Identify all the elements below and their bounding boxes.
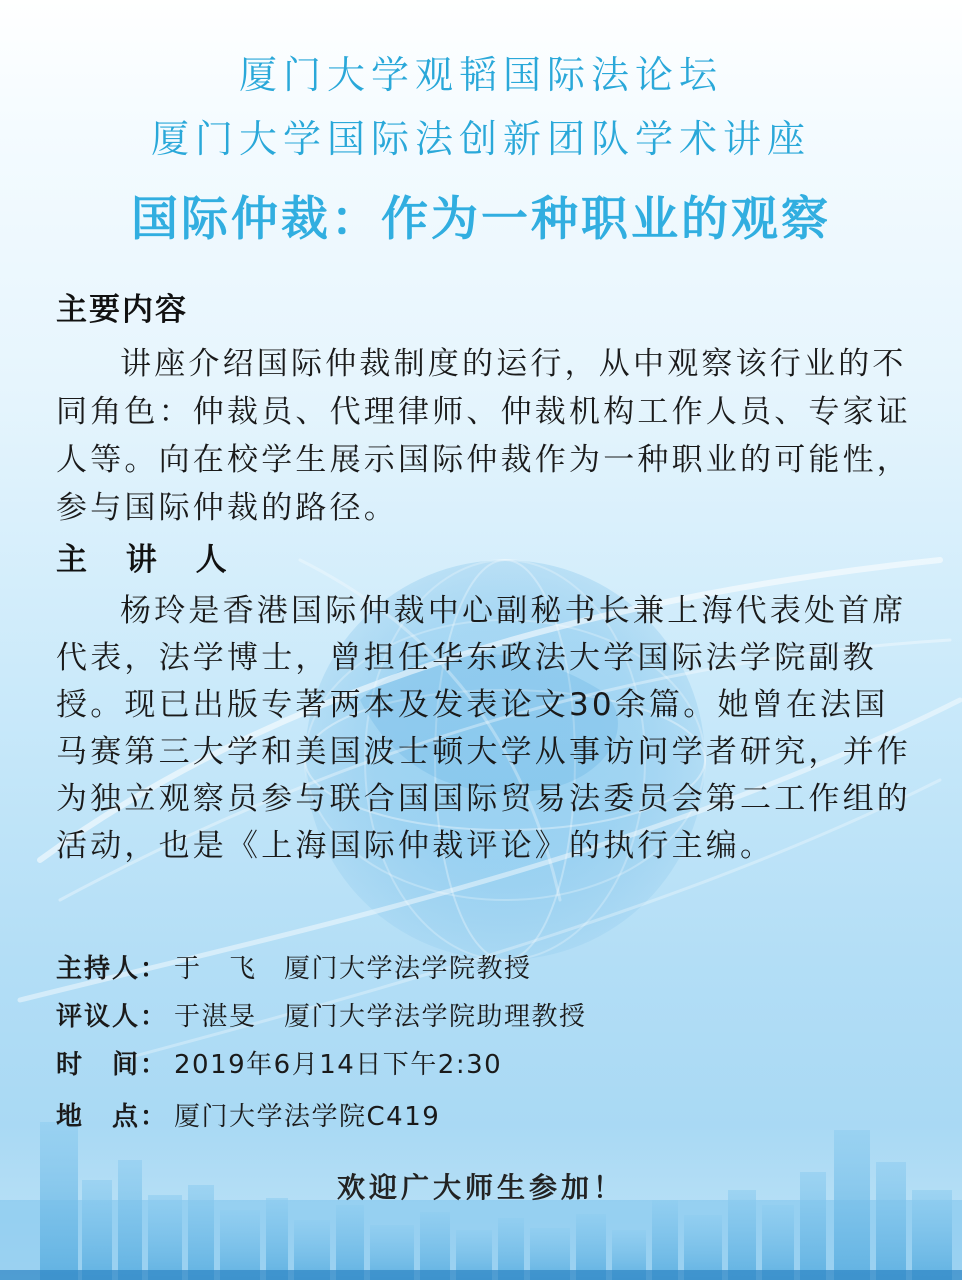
host-label: 主持人： (56, 954, 169, 984)
commentator-value: 于湛旻 厦门大学法学院助理教授 (174, 1002, 587, 1032)
lecture-title: 国际仲裁：作为一种职业的观察 (131, 192, 831, 247)
place-label: 地 点： (56, 1102, 169, 1132)
place-row (56, 1096, 440, 1133)
time-value: 2019年6月14日下午2:30 (174, 1050, 503, 1080)
commentator-row (56, 996, 587, 1033)
commentator-label: 评议人： (56, 1002, 169, 1032)
speaker-heading: 主 讲 人 (56, 542, 241, 578)
welcome-message: 欢迎广大师生参加！ (336, 1171, 625, 1204)
speaker-paragraph: 杨玲是香港国际仲裁中心副秘书长兼上海代表处首席代表，法学博士，曾担任华东政法大学国际法学院副教授。现已出版专著两本及发表论文30余篇。她曾在法国马赛第三大学和美国波士顿大学从事访问学者研究，并作为独立观察员参与联合国国际贸易法委员会第二工作组的活动，也是《上海国际仲裁评论》的执行主编。 (56, 593, 911, 864)
host-row (56, 948, 532, 985)
time-label: 时 间： (56, 1050, 169, 1080)
place-value: 厦门大学法学院C419 (174, 1102, 441, 1132)
content-heading: 主要内容 (56, 292, 188, 328)
series-title: 厦门大学国际法创新团队学术讲座 (150, 117, 811, 161)
forum-title: 厦门大学观韬国际法论坛 (238, 53, 723, 97)
time-row (56, 1044, 502, 1081)
host-value: 于 飞 厦门大学法学院教授 (174, 954, 532, 984)
content-paragraph: 讲座介绍国际仲裁制度的运行，从中观察该行业的不同角色：仲裁员、代理律师、仲裁机构工作人员、专家证人等。向在校学生展示国际仲裁作为一种职业的可能性，参与国际仲裁的路径。 (56, 346, 911, 526)
